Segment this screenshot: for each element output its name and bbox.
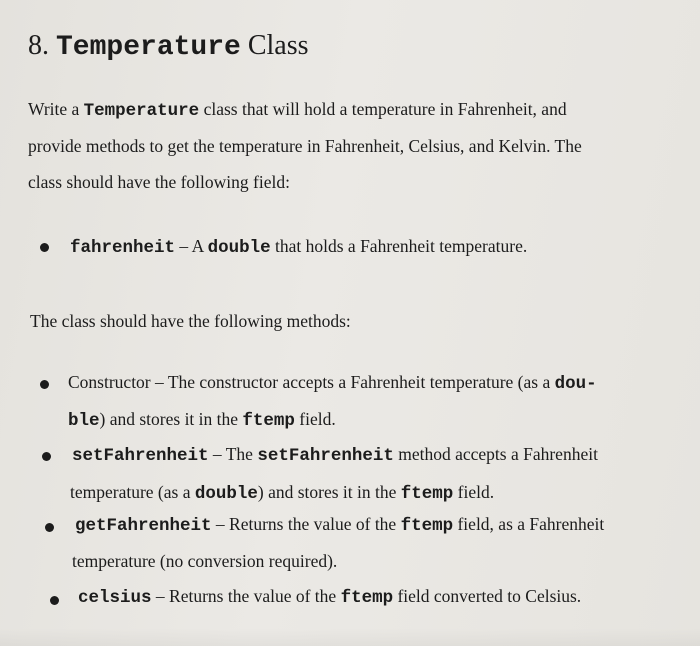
code-double-part: dou- [554,374,597,394]
bullet-icon [40,243,49,252]
method-text: – The [212,444,253,464]
constructor-line-2 [68,409,336,431]
code-double: double [207,238,271,258]
method-text: field. [299,409,336,429]
code-ftemp: ftemp [400,516,454,536]
getfahrenheit-line-1 [75,514,604,536]
method-text: – The constructor accepts a Fahrenheit temperature (as a [155,372,551,392]
method-text: – Returns the value of the [215,514,397,534]
field-item [70,236,527,258]
method-name-getfahrenheit: getFahrenheit [75,516,212,536]
code-ftemp: ftemp [400,484,454,504]
code-setfahrenheit: setFahrenheit [257,446,394,466]
method-text: field. [457,482,495,502]
intro-text: Write a [28,99,80,119]
setfahrenheit-line-1 [72,444,598,466]
method-name-celsius: celsius [78,588,152,608]
field-text: that holds a Fahrenheit temperature. [275,236,528,256]
constructor-line-1 [68,372,597,394]
getfahrenheit-line-2: temperature (no conversion required). [72,551,338,571]
code-double-part: ble [68,411,100,431]
bullet-icon [42,452,51,461]
title-class-name: Temperature [56,32,241,63]
intro-line-1 [28,99,567,121]
title-word: Class [247,30,309,61]
method-text: ) and stores it in the [99,409,239,429]
section-number: 8. [28,30,49,61]
code-double: double [194,484,258,504]
code-fahrenheit: fahrenheit [70,238,176,258]
methods-intro: The class should have the following methods: [30,311,351,331]
setfahrenheit-line-2 [70,482,494,504]
method-text: field converted to Celsius. [397,586,582,606]
code-temperature: Temperature [83,101,200,121]
bullet-icon [40,380,49,389]
method-name-setfahrenheit: setFahrenheit [72,446,209,466]
bullet-icon [45,523,54,532]
method-text: – Returns the value of the [155,586,337,606]
intro-text: class that will hold a temperature in Fahrenheit, and [203,99,567,119]
page-shadow [0,628,700,646]
bullet-icon [50,596,59,605]
method-name-constructor: Constructor [68,372,151,392]
method-text: method accepts a Fahrenheit [398,444,598,464]
intro-line-3: class should have the following field: [28,172,290,192]
method-text: field, as a Fahrenheit [457,514,605,534]
celsius-line-1 [78,586,581,608]
intro-line-2: provide methods to get the temperature in Fahrenheit, Celsius, and Kelvin. The [28,136,582,156]
field-text: – A [179,236,204,256]
code-ftemp: ftemp [340,588,394,608]
section-title [28,30,309,63]
code-ftemp: ftemp [242,411,295,431]
method-text: temperature (as a [70,482,191,502]
method-text: ) and stores it in the [257,482,397,502]
